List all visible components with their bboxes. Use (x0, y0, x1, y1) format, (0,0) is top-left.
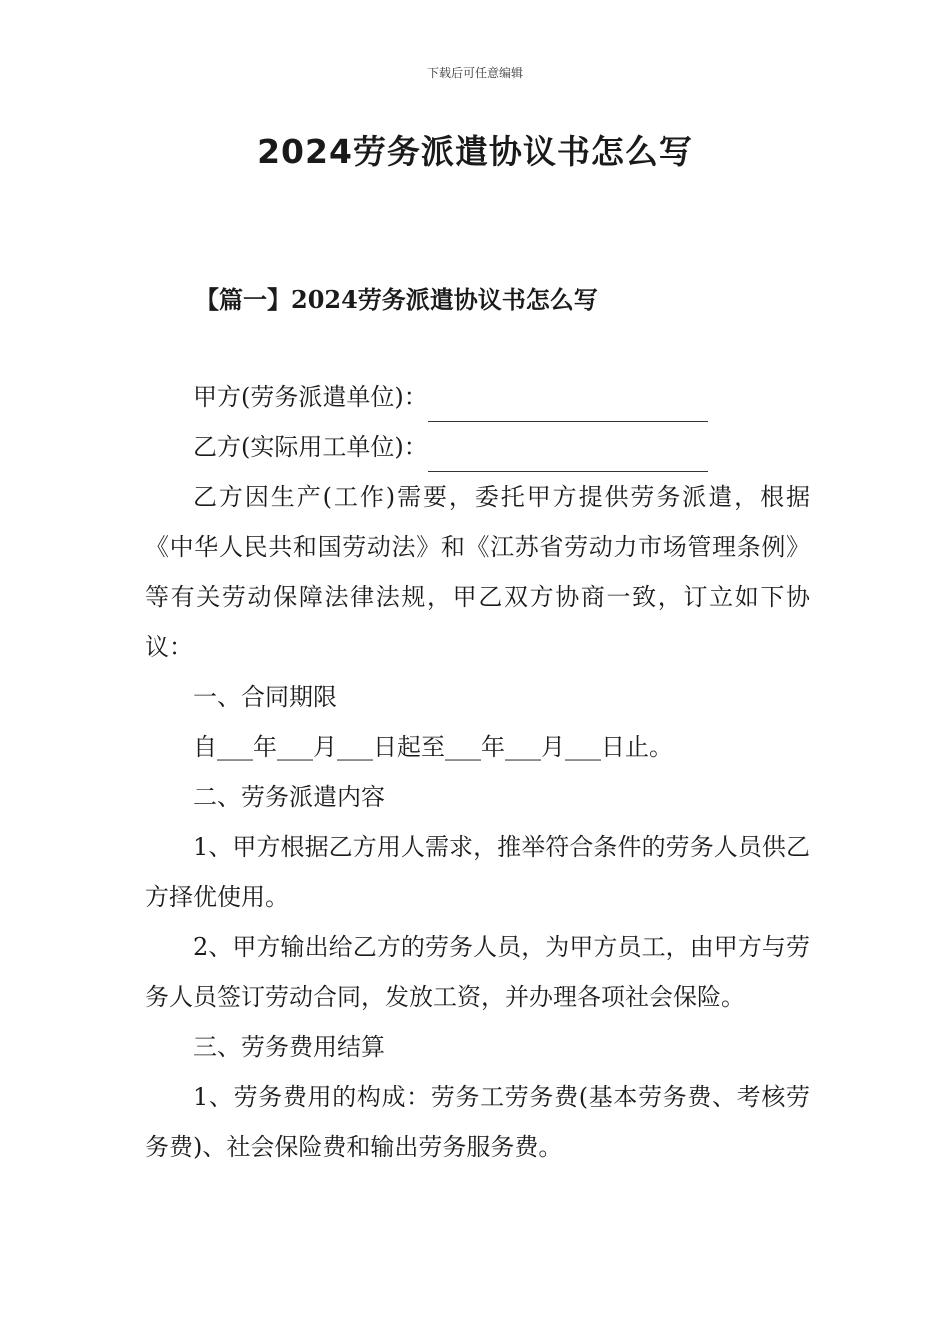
party-a-line (145, 372, 810, 422)
paragraph: 1、劳务费用的构成：劳务工劳务费(基本劳务费、考核劳务费)、社会保险费和输出劳务服务费。 (145, 1083, 810, 1161)
party-b-blank (428, 437, 708, 472)
document-title: 2024劳务派遣协议书怎么写 (257, 132, 693, 171)
clause-heading-term: 一、合同期限 (193, 683, 337, 711)
paragraph: 自___年___月___日起至___年___月___日止。 (193, 733, 673, 761)
paragraph: 乙方因生产(工作)需要，委托甲方提供劳务派遣，根据《中华人民共和国劳动法》和《江苏省劳动力市场管理条例》等有关劳动保障法律法规，甲乙双方协商一致，订立如下协议： (145, 483, 810, 661)
clause-heading-content: 二、劳务派遣内容 (193, 783, 385, 811)
party-a-blank (428, 387, 708, 422)
party-b-label: 乙方(实际用工单位)： (193, 433, 428, 461)
party-b-line (145, 422, 810, 472)
header-note: 下载后可任意编辑 (426, 66, 523, 80)
paragraph: 1、甲方根据乙方用人需求，推举符合条件的劳务人员供乙方择优使用。 (145, 833, 810, 911)
section-heading: 【篇一】2024劳务派遣协议书怎么写 (195, 285, 598, 314)
clause-heading-fees: 三、劳务费用结算 (193, 1033, 385, 1061)
document-body (145, 372, 810, 1172)
party-a-label: 甲方(劳务派遣单位)： (193, 383, 428, 411)
paragraph: 2、甲方输出给乙方的劳务人员，为甲方员工，由甲方与劳务人员签订劳动合同，发放工资，并办理各项社会保险。 (145, 933, 810, 1011)
